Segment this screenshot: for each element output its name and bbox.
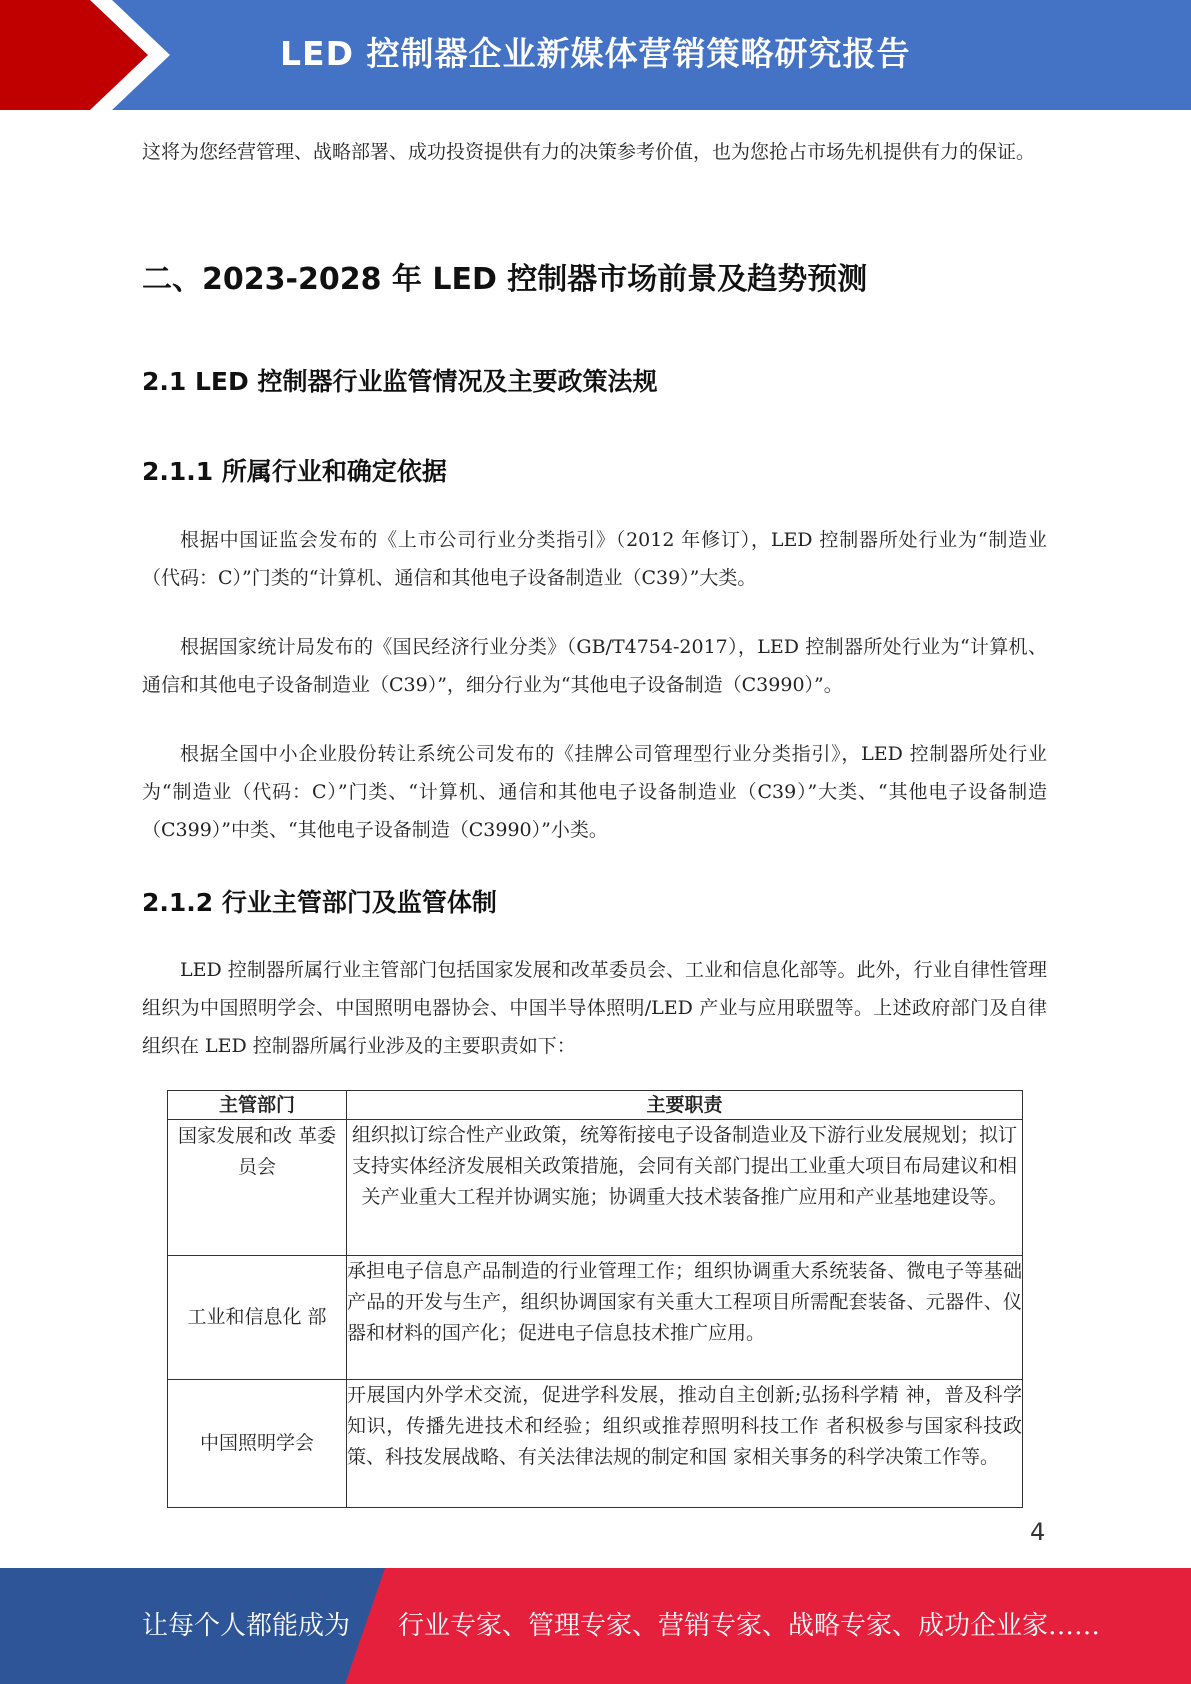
table-row xyxy=(168,1380,1023,1508)
table-cell-duty: 承担电子信息产品制造的行业管理工作；组织协调重大系统装备、微电子等基础产品的开发与生产，组织协调国家有关重大工程项目所需配套装备、元器件、仪器和材料的国产化；促进电子信息技术推广应用。 xyxy=(347,1256,1023,1380)
table-cell-duty: 组织拟订综合性产业政策，统筹衔接电子设备制造业及下游行业发展规划；拟订支持实体经济发展相关政策措施，会同有关部门提出工业重大项目布局建议和相关产业重大工程并协调实施；协调重大技术装备推广应用和产业基地建设等。 xyxy=(347,1120,1023,1256)
section-heading: 二、2023-2028 年 LED 控制器市场前景及趋势预测 xyxy=(142,262,868,297)
table-row xyxy=(168,1256,1023,1380)
table-cell-dept: 国家发展和改 革委员会 xyxy=(168,1120,347,1256)
table-cell-duty: 开展国内外学术交流，促进学科发展，推动自主创新;弘扬科学精 神，普及科学知识，传播先进技术和经验；组织或推荐照明科技工作 者积极参与国家科技政策、科技发展战略、有关法律法规的制定和国 家相关事务的科学决策工作等。 xyxy=(347,1380,1023,1508)
report-title: LED 控制器企业新媒体营销策略研究报告 xyxy=(280,34,911,73)
paragraph-3: 根据全国中小企业股份转让系统公司发布的《挂牌公司管理型行业分类指引》，LED 控制器所处行业为“制造业（代码：C）”门类、“计算机、通信和其他电子设备制造业（C39）”大类、“其他电子设备制造（C399）”中类、“其他电子设备制造（C3990）”小类。 xyxy=(142,743,1047,841)
paragraph-4: LED 控制器所属行业主管部门包括国家发展和改革委员会、工业和信息化部等。此外，行业自律性管理组织为中国照明学会、中国照明电器协会、中国半导体照明/LED 产业与应用联盟等。上述政府部门及自律组织在 LED 控制器所属行业涉及的主要职责如下： xyxy=(142,959,1047,1057)
table-header-row xyxy=(168,1091,1023,1120)
table-header-duty: 主要职责 xyxy=(347,1091,1023,1120)
sub-sub-heading-1: 2.1.1 所属行业和确定依据 xyxy=(142,457,447,486)
table-row xyxy=(168,1120,1023,1256)
table-cell-dept: 工业和信息化 部 xyxy=(168,1256,347,1380)
page-bottom-margin xyxy=(0,1516,1191,1566)
sub-sub-heading-2: 2.1.2 行业主管部门及监管体制 xyxy=(142,888,497,917)
paragraph-1: 根据中国证监会发布的《上市公司行业分类指引》（2012 年修订），LED 控制器所处行业为“制造业（代码：C）”门类的“计算机、通信和其他电子设备制造业（C39）”大类。 xyxy=(142,529,1047,589)
footer-slogan-left: 让每个人都能成为 xyxy=(142,1611,351,1641)
intro-paragraph: 这将为您经营管理、战略部署、成功投资提供有力的决策参考价值，也为您抢占市场先机提供有力的保证。 xyxy=(142,141,1036,163)
sub-section-heading: 2.1 LED 控制器行业监管情况及主要政策法规 xyxy=(142,367,658,396)
responsibility-table xyxy=(167,1090,1023,1508)
page-footer xyxy=(0,1568,1191,1684)
page-number: 4 xyxy=(1030,1518,1046,1546)
page-header xyxy=(0,0,1191,110)
footer-slogan-right: 行业专家、管理专家、营销专家、战略专家、成功企业家…… xyxy=(398,1611,1101,1641)
table-cell-dept: 中国照明学会 xyxy=(168,1380,347,1508)
table-header-dept: 主管部门 xyxy=(168,1091,347,1120)
paragraph-2: 根据国家统计局发布的《国民经济行业分类》（GB/T4754-2017），LED 控制器所处行业为“计算机、通信和其他电子设备制造业（C39）”，细分行业为“其他电子设备制造（C3990）”。 xyxy=(142,636,1047,696)
